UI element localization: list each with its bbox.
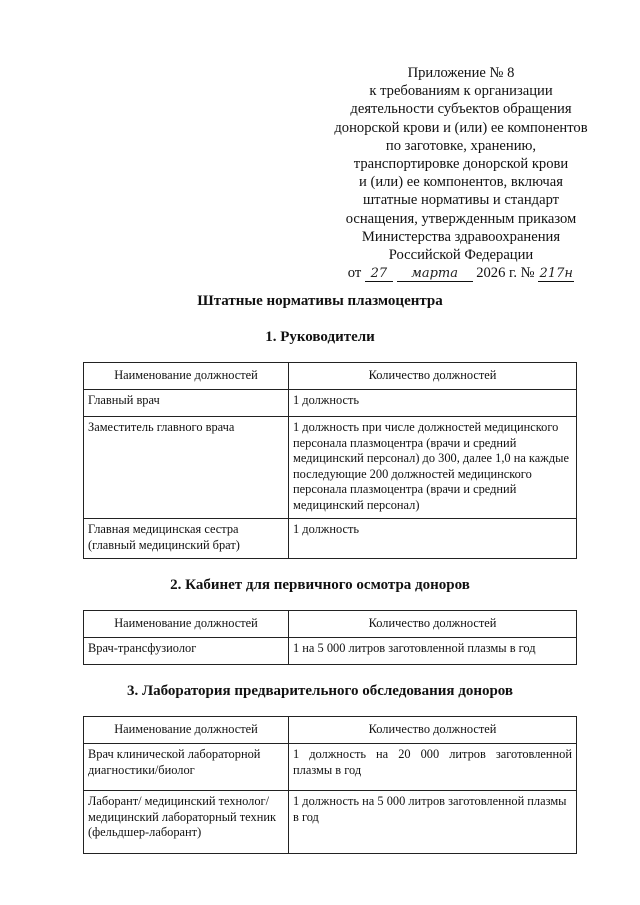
table-row xyxy=(84,638,577,665)
table-header-row xyxy=(84,611,577,638)
annex-header xyxy=(318,64,604,282)
count-cell: 1 должность на 5 000 литров заготовленной плазмы в год xyxy=(289,791,577,854)
annex-line: и (или) ее компонентов, включая xyxy=(359,174,563,191)
table-header-row xyxy=(84,717,577,744)
position-cell: Врач-трансфузиолог xyxy=(84,638,289,665)
date-prefix: от xyxy=(347,265,362,282)
annex-line: штатные нормативы и стандарт xyxy=(362,192,560,209)
staff-table-1 xyxy=(83,362,577,559)
table-row xyxy=(84,417,577,519)
handwritten-order-number: 217н xyxy=(539,266,573,282)
annex-line: Приложение № 8 xyxy=(407,65,515,81)
annex-line: Российской Федерации xyxy=(388,247,534,264)
annex-line: к требованиям к организации xyxy=(369,83,553,100)
annex-line: транспортировке донорской крови xyxy=(353,156,569,173)
table-row xyxy=(84,390,577,417)
count-cell: 1 должность на 20 000 литров заготовленной плазмы в год xyxy=(289,744,577,791)
annex-line: Министерства здравоохранения xyxy=(361,228,561,245)
position-cell: Заместитель главного врача xyxy=(84,417,289,519)
position-cell: Главная медицинская сестра (главный медицинский брат) xyxy=(84,519,289,559)
section-title-1: 1. Руководители xyxy=(265,329,375,345)
table-row xyxy=(84,744,577,791)
annex-line: по заготовке, хранению, xyxy=(385,137,537,154)
header-position: Наименование должностей xyxy=(84,611,289,638)
annex-line: донорской крови и (или) ее компонентов xyxy=(334,119,588,136)
table-row xyxy=(84,519,577,559)
count-cell: 1 на 5 000 литров заготовленной плазмы в год xyxy=(289,638,577,665)
table-row xyxy=(84,791,577,854)
annex-line: оснащения, утвержденным приказом xyxy=(345,210,577,227)
header-count: Количество должностей xyxy=(289,717,577,744)
order-date-line xyxy=(318,264,604,282)
count-cell: 1 должность при числе должностей медицинского персонала плазмоцентра (врачи и средний медицинский персонал) до 300, далее 1,0 на каждые последующие 200 должностей медицинского персонала плазмоцентра (врачи и средний медицинский персонал) xyxy=(289,417,577,519)
header-position: Наименование должностей xyxy=(84,717,289,744)
section-title-2: 2. Кабинет для первичного осмотра доноров xyxy=(170,577,470,593)
table-header-row xyxy=(84,363,577,390)
position-cell: Лаборант/ медицинский технолог/ медицинский лабораторный техник (фельдшер-лаборант) xyxy=(84,791,289,854)
header-count: Количество должностей xyxy=(289,363,577,390)
document-title: Штатные нормативы плазмоцентра xyxy=(197,293,443,309)
position-cell: Врач клинической лабораторной диагностики/биолог xyxy=(84,744,289,791)
annex-line: деятельности субъектов обращения xyxy=(350,101,572,118)
staff-table-2 xyxy=(83,610,577,665)
position-cell: Главный врач xyxy=(84,390,289,417)
count-cell: 1 должность xyxy=(289,519,577,559)
header-position: Наименование должностей xyxy=(84,363,289,390)
handwritten-month: марта xyxy=(397,267,473,282)
header-count: Количество должностей xyxy=(289,611,577,638)
date-year-text: 2026 г. № xyxy=(476,265,535,282)
staff-table-3 xyxy=(83,716,577,854)
count-cell: 1 должность xyxy=(289,390,577,417)
section-title-3: 3. Лаборатория предварительного обследования доноров xyxy=(126,683,514,699)
handwritten-day: 27 xyxy=(365,267,393,282)
